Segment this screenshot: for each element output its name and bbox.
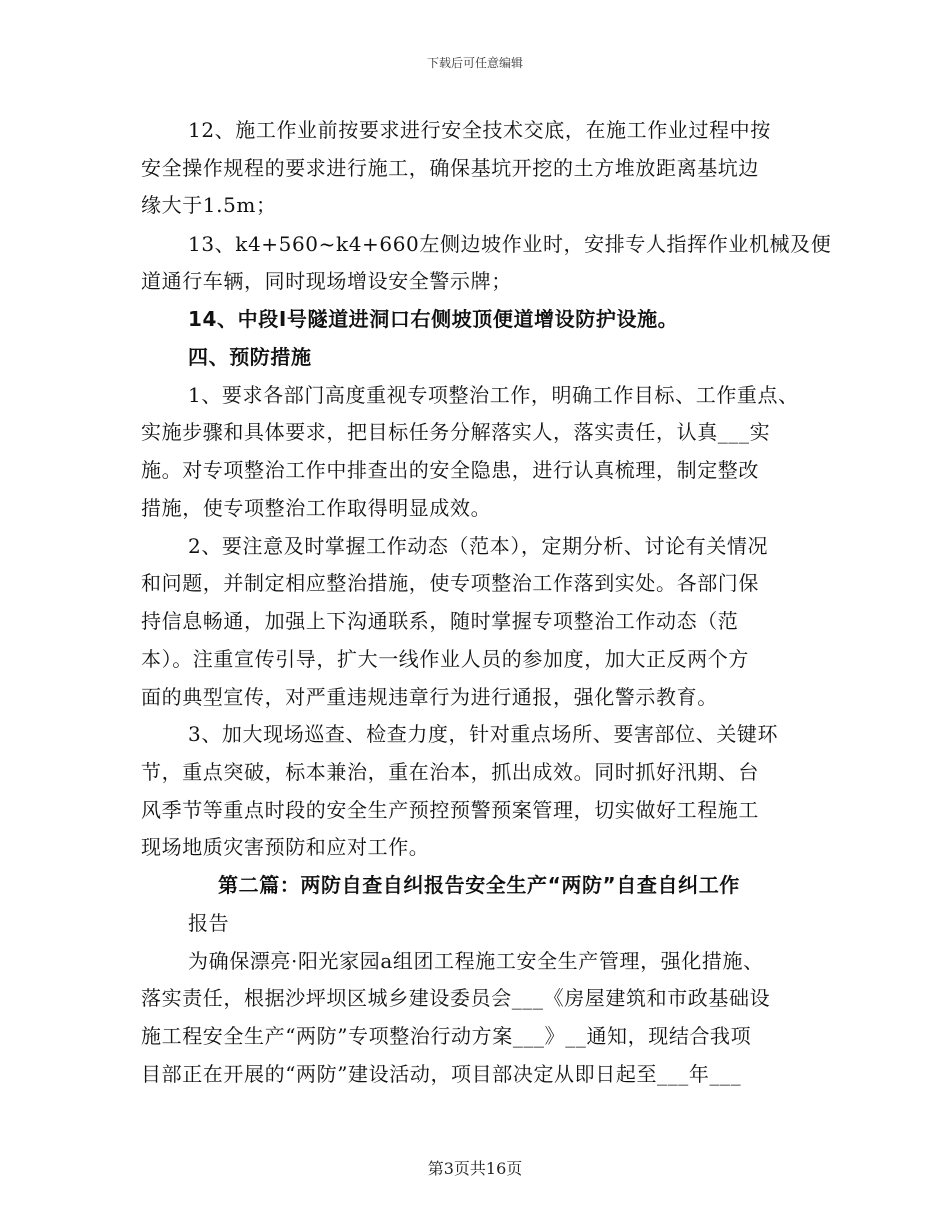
text-line: 3、加大现场巡查、检查力度，针对重点场所、要害部位、关键环: [188, 722, 779, 746]
chapter-title: 第二篇：两防自查自纠报告安全生产“两防”自查自纠工作: [218, 873, 740, 897]
text-line: 缘大于1.5m；: [141, 193, 277, 217]
text-line: 施工程安全生产“两防”专项整治行动方案___》__通知，现结合我项: [141, 1024, 752, 1048]
section-item-14: 14、中段Ⅰ号隧道进洞口右侧坡顶便道增设防护设施。: [188, 307, 679, 331]
chapter-title-continued: 报告: [188, 911, 230, 935]
text-line: 节，重点突破，标本兼治，重在治本，抓出成效。同时抓好汛期、台: [141, 760, 759, 784]
text-line: 实施步骤和具体要求，把目标任务分解落实人，落实责任，认真___实: [141, 420, 771, 444]
page-number: 第3页共16页: [427, 1159, 523, 1178]
text-line: 施。对专项整治工作中排查出的安全隐患，进行认真梳理，制定整改: [141, 458, 759, 482]
text-line: 2、要注意及时掌握工作动态（范本），定期分析、讨论有关情况: [188, 534, 769, 558]
text-line: 为确保漂亮·阳光家园a组团工程施工安全生产管理，强化措施、: [188, 949, 764, 973]
text-line: 13、k4+560~k4+660左侧边坡作业时，安排专人指挥作业机械及便: [188, 232, 832, 256]
text-line: 道通行车辆，同时现场增设安全警示牌；: [141, 269, 512, 293]
text-line: 12、施工作业前按要求进行安全技术交底，在施工作业过程中按: [188, 118, 771, 142]
text-line: 措施，使专项整治工作取得明显成效。: [141, 496, 492, 520]
text-line: 落实责任，根据沙坪坝区城乡建设委员会___《房屋建筑和市政基础设: [141, 986, 771, 1010]
text-line: 安全操作规程的要求进行施工，确保基坑开挖的土方堆放距离基坑边: [141, 156, 759, 180]
text-line: 目部正在开展的“两防”建设活动，项目部决定从即日起至___年___: [141, 1062, 742, 1086]
text-line: 1、要求各部门高度重视专项整治工作，明确工作目标、工作重点、: [188, 383, 799, 407]
text-line: 本）。注重宣传引导，扩大一线作业人员的参加度，加大正反两个方: [141, 647, 749, 671]
section-heading: 四、预防措施: [188, 345, 312, 369]
text-line: 面的典型宣传，对严重违规违章行为进行通报，强化警示教育。: [141, 685, 718, 709]
text-line: 持信息畅通，加强上下沟通联系，随时掌握专项整治工作动态（范: [141, 609, 739, 633]
text-line: 和问题，并制定相应整治措施，使专项整治工作落到实处。各部门保: [141, 571, 759, 595]
text-line: 现场地质灾害预防和应对工作。: [141, 835, 430, 859]
text-line: 风季节等重点时段的安全生产预控预警预案管理，切实做好工程施工: [141, 798, 759, 822]
download-note: 下载后可任意编辑: [426, 56, 523, 70]
